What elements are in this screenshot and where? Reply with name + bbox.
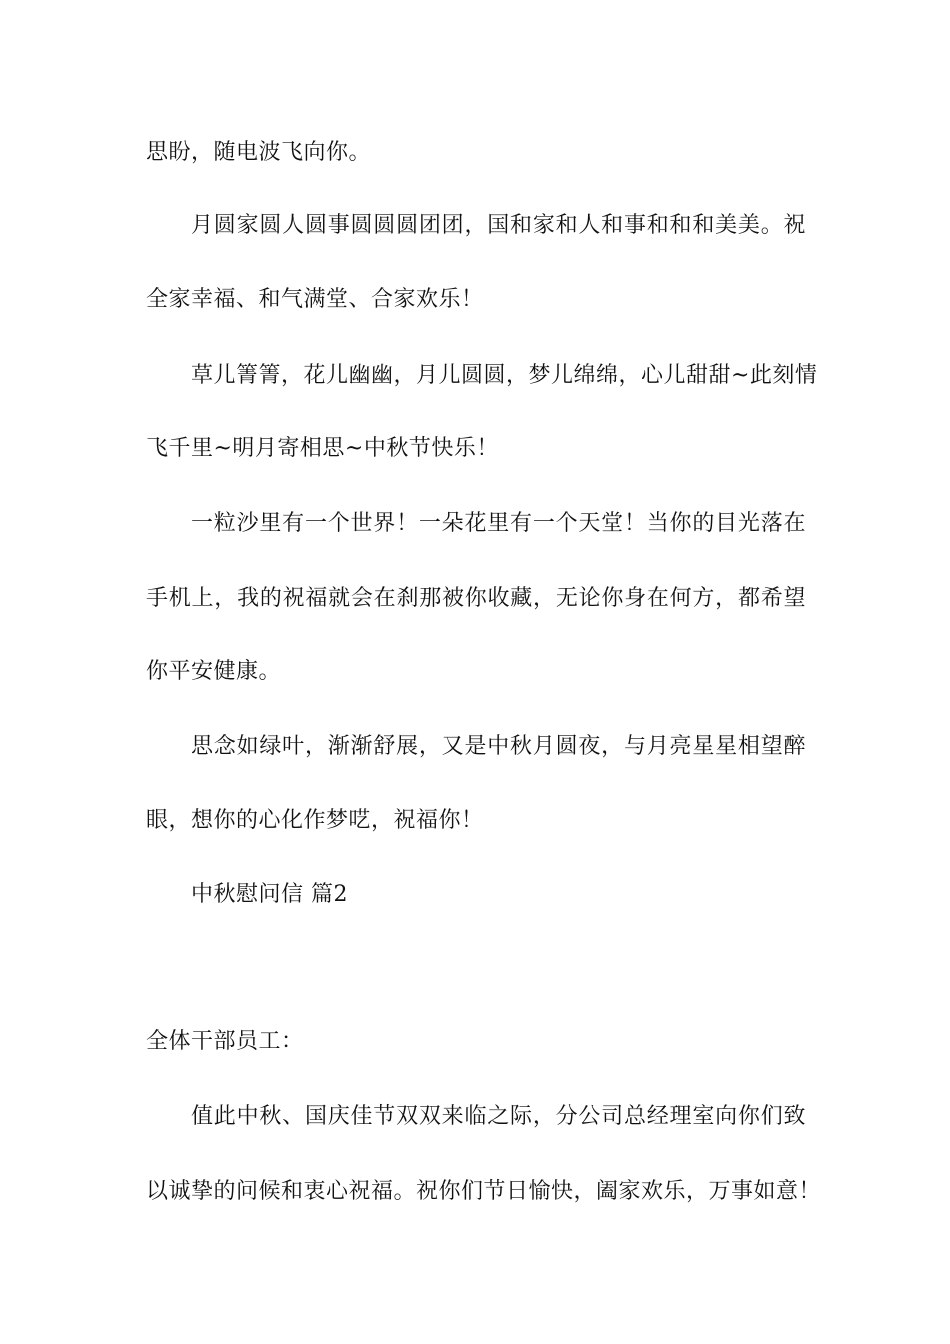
paragraph-line: 思盼，随电波飞向你。 — [146, 140, 372, 165]
paragraph-line: 手机上，我的祝福就会在刹那被你收藏，无论你身在何方，都希望 — [146, 586, 806, 611]
paragraph-line: 草儿箐箐，花儿幽幽，月儿圆圆，梦儿绵绵，心儿甜甜~此刻情 — [191, 363, 818, 388]
section-heading: 中秋慰问信 篇2 — [191, 882, 348, 907]
paragraph-line: 值此中秋、国庆佳节双双来临之际，分公司总经理室向你们致 — [191, 1104, 806, 1129]
paragraph-line: 全家幸福、和气满堂、合家欢乐！ — [146, 287, 484, 312]
paragraph-line: 以诚挚的问候和衷心祝福。祝你们节日愉快，阖家欢乐，万事如意！ — [146, 1179, 822, 1204]
paragraph-line: 你平安健康。 — [146, 659, 282, 684]
paragraph-line: 月圆家圆人圆事圆圆圆团团，国和家和人和事和和和美美。祝 — [191, 213, 806, 238]
paragraph-line: 思念如绿叶，渐渐舒展，又是中秋月圆夜，与月亮星星相望醉 — [191, 734, 806, 759]
salutation: 全体干部员工： — [146, 1029, 304, 1054]
paragraph-line: 眼，想你的心化作梦呓，祝福你！ — [146, 808, 484, 833]
paragraph-line: 飞千里~明月寄相思~中秋节快乐！ — [146, 436, 499, 461]
paragraph-line: 一粒沙里有一个世界！一朵花里有一个天堂！当你的目光落在 — [191, 511, 806, 536]
